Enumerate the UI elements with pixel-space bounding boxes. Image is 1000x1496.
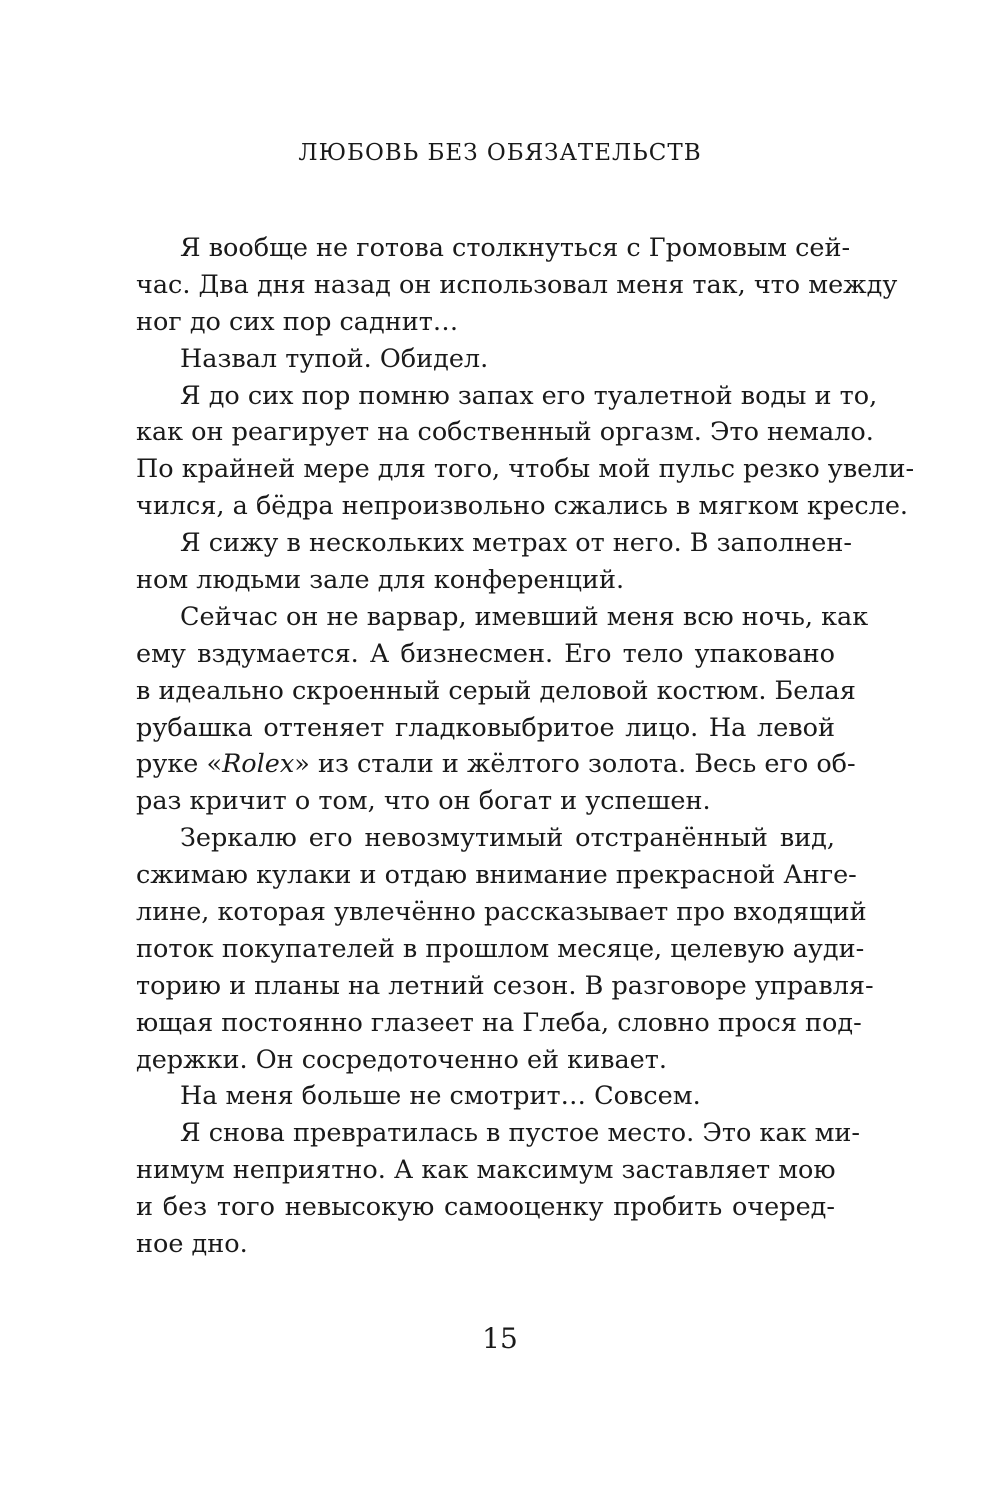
text-line: торию и планы на летний сезон. В разговоре управля- — [136, 970, 874, 1001]
brand-name-italic: Rolex — [222, 749, 295, 780]
text-line: Я снова превратилась в пустое место. Это как ми- — [180, 1118, 861, 1149]
text-line: нимум неприятно. А как максимум заставляет мою — [136, 1155, 836, 1186]
text-line-rolex — [136, 746, 856, 783]
text-line: и без того невысокую самооценку пробить очеред- — [136, 1192, 835, 1223]
text-line: Зеркалю его невозмутимый отстранённый вид, — [180, 823, 835, 854]
text-line: лине, которая увлечённо рассказывает про входящий — [136, 897, 867, 928]
text-line: ющая постоянно глазеет на Глеба, словно прося под- — [136, 1007, 862, 1038]
page-number: 15 — [482, 1322, 518, 1355]
text-line: По крайней мере для того, чтобы мой пульс резко увели- — [136, 454, 915, 485]
running-head: ЛЮБОВЬ БЕЗ ОБЯЗАТЕЛЬСТВ — [298, 140, 702, 166]
text-line: На меня больше не смотрит… Совсем. — [180, 1081, 701, 1112]
text-line: Сейчас он не варвар, имевший меня всю ночь, как — [180, 601, 869, 632]
text-line: как он реагирует на собственный оргазм. Это немало. — [136, 417, 874, 448]
text-line: поток покупателей в прошлом месяце, целевую ауди- — [136, 933, 865, 964]
text-line: Я вообще не готова столкнуться с Громовым сей- — [180, 233, 851, 263]
body-text — [136, 230, 915, 1263]
text-line: Назвал тупой. Обидел. — [180, 343, 489, 374]
text-line: чился, а бёдра непроизвольно сжались в мягком кресле. — [136, 491, 909, 522]
text-line: ном людьми зале для конференций. — [136, 565, 625, 596]
text-fragment: » из стали и жёлтого золота. Весь его об- — [294, 749, 856, 780]
text-line: Я до сих пор помню запах его туалетной воды и то, — [180, 380, 878, 411]
text-line: ное дно. — [136, 1229, 248, 1260]
text-line: сжимаю кулаки и отдаю внимание прекрасной Анге- — [136, 860, 857, 891]
text-line: держки. Он сосредоточенно ей кивает. — [136, 1044, 667, 1075]
text-fragment: руке « — [136, 749, 223, 780]
text-line: ему вздумается. А бизнесмен. Его тело упаковано — [136, 638, 835, 669]
text-line: час. Два дня назад он использовал меня так, что между — [136, 269, 898, 300]
text-line: в идеально скроенный серый деловой костюм. Белая — [136, 675, 856, 706]
text-line: Я сижу в нескольких метрах от него. В заполнен- — [180, 528, 852, 559]
text-line: ног до сих пор саднит… — [136, 306, 459, 337]
text-line: раз кричит о том, что он богат и успешен. — [136, 786, 711, 817]
text-line: рубашка оттеняет гладковыбритое лицо. На левой — [136, 712, 835, 743]
